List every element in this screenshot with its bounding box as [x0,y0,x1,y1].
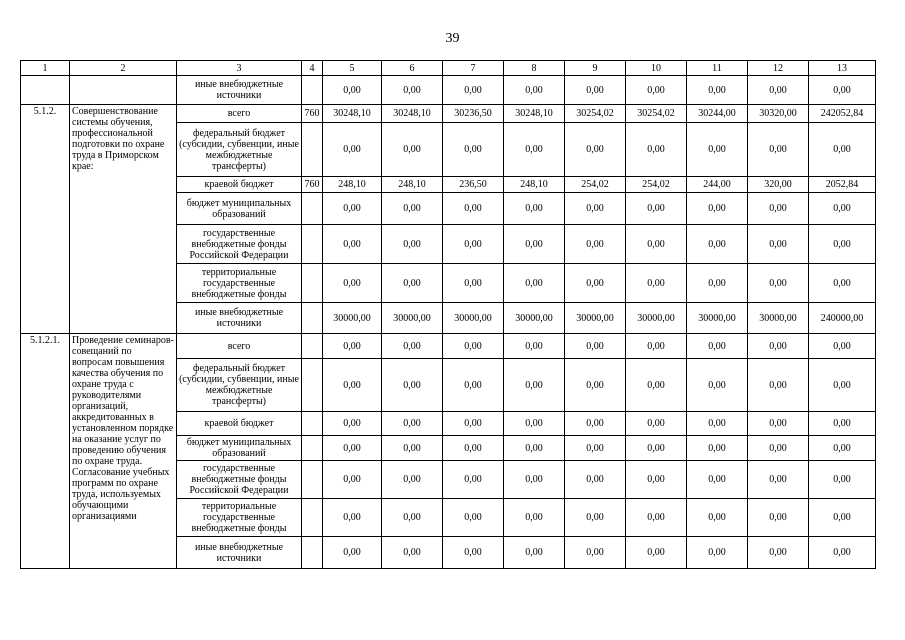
value-cell: 0,00 [504,461,565,499]
budget-code [302,499,323,537]
value-cell: 0,00 [809,412,876,436]
funding-source: федеральный бюджет (субсидии, субвенции, иные межбюджетные трансферты) [177,359,302,412]
value-cell: 0,00 [443,76,504,105]
item-code [21,76,70,105]
budget-code [302,123,323,177]
value-cell: 0,00 [565,225,626,264]
funding-source: краевой бюджет [177,412,302,436]
budget-code [302,193,323,225]
value-cell: 0,00 [504,499,565,537]
value-cell: 0,00 [565,193,626,225]
value-cell: 0,00 [687,123,748,177]
value-cell: 0,00 [809,461,876,499]
value-cell: 30000,00 [504,303,565,334]
value-cell: 0,00 [382,537,443,569]
value-cell: 0,00 [443,334,504,359]
funding-source: иные внебюджетные источники [177,76,302,105]
value-cell: 0,00 [687,412,748,436]
value-cell: 0,00 [748,76,809,105]
value-cell: 0,00 [687,264,748,303]
value-cell: 0,00 [626,76,687,105]
value-cell: 0,00 [443,436,504,461]
value-cell: 0,00 [382,461,443,499]
value-cell: 30320,00 [748,105,809,123]
funding-source: иные внебюджетные источники [177,537,302,569]
value-cell: 0,00 [748,193,809,225]
header-row [21,61,876,76]
value-cell: 0,00 [504,334,565,359]
value-cell: 0,00 [748,359,809,412]
value-cell: 242052,84 [809,105,876,123]
value-cell: 0,00 [323,334,382,359]
value-cell: 0,00 [687,436,748,461]
value-cell: 0,00 [323,193,382,225]
value-cell: 30000,00 [443,303,504,334]
header-cell: 3 [177,61,302,76]
value-cell: 0,00 [443,412,504,436]
value-cell: 30248,10 [504,105,565,123]
budget-code [302,461,323,499]
funding-source: всего [177,334,302,359]
value-cell: 0,00 [626,359,687,412]
value-cell: 30236,50 [443,105,504,123]
funding-source: государственные внебюджетные фонды Российской Федерации [177,461,302,499]
value-cell: 0,00 [748,499,809,537]
value-cell: 0,00 [382,264,443,303]
funding-source: бюджет муниципальных образований [177,193,302,225]
value-cell: 0,00 [626,225,687,264]
value-cell: 0,00 [382,334,443,359]
value-cell: 0,00 [382,499,443,537]
value-cell: 0,00 [565,537,626,569]
value-cell: 248,10 [323,177,382,193]
value-cell: 30000,00 [323,303,382,334]
header-cell: 10 [626,61,687,76]
table-row [21,334,876,359]
funding-source: государственные внебюджетные фонды Российской Федерации [177,225,302,264]
table-row [21,76,876,105]
value-cell: 248,10 [504,177,565,193]
value-cell: 0,00 [504,123,565,177]
value-cell: 30248,10 [382,105,443,123]
value-cell: 0,00 [382,193,443,225]
value-cell: 0,00 [748,334,809,359]
value-cell: 0,00 [443,123,504,177]
header-cell: 2 [70,61,177,76]
value-cell: 0,00 [809,123,876,177]
table-row [21,105,876,123]
value-cell: 0,00 [809,334,876,359]
funding-source: территориальные государственные внебюджетные фонды [177,499,302,537]
value-cell: 30248,10 [323,105,382,123]
value-cell: 30000,00 [626,303,687,334]
funding-source: краевой бюджет [177,177,302,193]
value-cell: 0,00 [565,436,626,461]
value-cell: 0,00 [748,412,809,436]
value-cell: 0,00 [626,537,687,569]
value-cell: 30000,00 [565,303,626,334]
value-cell: 0,00 [382,76,443,105]
value-cell: 0,00 [626,193,687,225]
value-cell: 0,00 [504,436,565,461]
value-cell: 0,00 [626,436,687,461]
value-cell: 0,00 [687,359,748,412]
page-number: 39 [445,31,460,46]
value-cell: 30000,00 [382,303,443,334]
value-cell: 0,00 [687,225,748,264]
value-cell: 0,00 [382,123,443,177]
value-cell: 0,00 [687,461,748,499]
header-cell: 6 [382,61,443,76]
value-cell: 0,00 [323,76,382,105]
value-cell: 0,00 [443,225,504,264]
value-cell: 0,00 [504,193,565,225]
value-cell: 0,00 [809,264,876,303]
value-cell: 0,00 [323,499,382,537]
item-name [70,76,177,105]
value-cell: 0,00 [323,225,382,264]
value-cell: 0,00 [565,359,626,412]
value-cell: 0,00 [626,412,687,436]
header-cell: 9 [565,61,626,76]
value-cell: 0,00 [687,499,748,537]
budget-code [302,264,323,303]
value-cell: 0,00 [748,225,809,264]
value-cell: 0,00 [565,412,626,436]
value-cell: 0,00 [565,334,626,359]
value-cell: 0,00 [382,412,443,436]
value-cell: 2052,84 [809,177,876,193]
item-name: Проведение семинаров-совещаний по вопросам повышения качества обучения по охране труда с руководителями организаций, аккредитованных в установленном порядке на оказание услуг по проведению обучения по охране труда. Согласование учебных программ по охране труда, используемых обучающими организациями [70,334,177,569]
header-cell: 8 [504,61,565,76]
budget-code [302,76,323,105]
value-cell: 320,00 [748,177,809,193]
item-name: Совершенствование системы обучения, профессиональной подготовки по охране труда в Приморском крае: [70,105,177,334]
item-code: 5.1.2.1. [21,334,70,569]
budget-code [302,537,323,569]
value-cell: 30254,02 [626,105,687,123]
value-cell: 0,00 [687,193,748,225]
value-cell: 0,00 [443,193,504,225]
header-cell: 13 [809,61,876,76]
value-cell: 0,00 [748,264,809,303]
value-cell: 0,00 [443,461,504,499]
header-cell: 4 [302,61,323,76]
item-code: 5.1.2. [21,105,70,334]
value-cell: 0,00 [626,264,687,303]
budget-table [20,60,876,569]
value-cell: 0,00 [626,461,687,499]
value-cell: 0,00 [323,264,382,303]
budget-code [302,334,323,359]
value-cell: 0,00 [626,499,687,537]
budget-code [302,225,323,264]
value-cell: 0,00 [323,436,382,461]
value-cell: 0,00 [809,499,876,537]
value-cell: 236,50 [443,177,504,193]
value-cell: 0,00 [809,436,876,461]
value-cell: 0,00 [443,537,504,569]
value-cell: 0,00 [565,123,626,177]
value-cell: 240000,00 [809,303,876,334]
value-cell: 0,00 [443,359,504,412]
value-cell: 30244,00 [687,105,748,123]
value-cell: 248,10 [382,177,443,193]
value-cell: 0,00 [626,334,687,359]
value-cell: 254,02 [626,177,687,193]
value-cell: 0,00 [687,76,748,105]
value-cell: 0,00 [809,359,876,412]
value-cell: 0,00 [382,225,443,264]
header-cell: 5 [323,61,382,76]
value-cell: 0,00 [565,461,626,499]
header-cell: 1 [21,61,70,76]
value-cell: 0,00 [687,334,748,359]
funding-source: бюджет муниципальных образований [177,436,302,461]
value-cell: 0,00 [809,76,876,105]
value-cell: 0,00 [748,537,809,569]
budget-code [302,303,323,334]
funding-source: всего [177,105,302,123]
value-cell: 0,00 [748,123,809,177]
value-cell: 30000,00 [687,303,748,334]
value-cell: 0,00 [323,461,382,499]
budget-code [302,359,323,412]
value-cell: 0,00 [809,193,876,225]
value-cell: 0,00 [809,225,876,264]
header-cell: 12 [748,61,809,76]
value-cell: 0,00 [687,537,748,569]
value-cell: 254,02 [565,177,626,193]
value-cell: 0,00 [504,264,565,303]
budget-code: 760 [302,177,323,193]
value-cell: 244,00 [687,177,748,193]
header-cell: 7 [443,61,504,76]
value-cell: 0,00 [323,123,382,177]
value-cell: 0,00 [504,359,565,412]
funding-source: федеральный бюджет (субсидии, субвенции, иные межбюджетные трансферты) [177,123,302,177]
value-cell: 30254,02 [565,105,626,123]
funding-source: территориальные государственные внебюджетные фонды [177,264,302,303]
budget-code [302,412,323,436]
value-cell: 0,00 [504,225,565,264]
value-cell: 0,00 [626,123,687,177]
budget-code [302,436,323,461]
value-cell: 0,00 [323,359,382,412]
value-cell: 0,00 [323,537,382,569]
value-cell: 0,00 [748,461,809,499]
value-cell: 0,00 [382,359,443,412]
budget-code: 760 [302,105,323,123]
value-cell: 0,00 [443,499,504,537]
value-cell: 0,00 [809,537,876,569]
value-cell: 0,00 [565,499,626,537]
funding-source: иные внебюджетные источники [177,303,302,334]
value-cell: 0,00 [565,264,626,303]
value-cell: 0,00 [443,264,504,303]
value-cell: 0,00 [382,436,443,461]
header-cell: 11 [687,61,748,76]
value-cell: 0,00 [504,412,565,436]
value-cell: 30000,00 [748,303,809,334]
value-cell: 0,00 [504,76,565,105]
value-cell: 0,00 [323,412,382,436]
value-cell: 0,00 [748,436,809,461]
value-cell: 0,00 [504,537,565,569]
value-cell: 0,00 [565,76,626,105]
